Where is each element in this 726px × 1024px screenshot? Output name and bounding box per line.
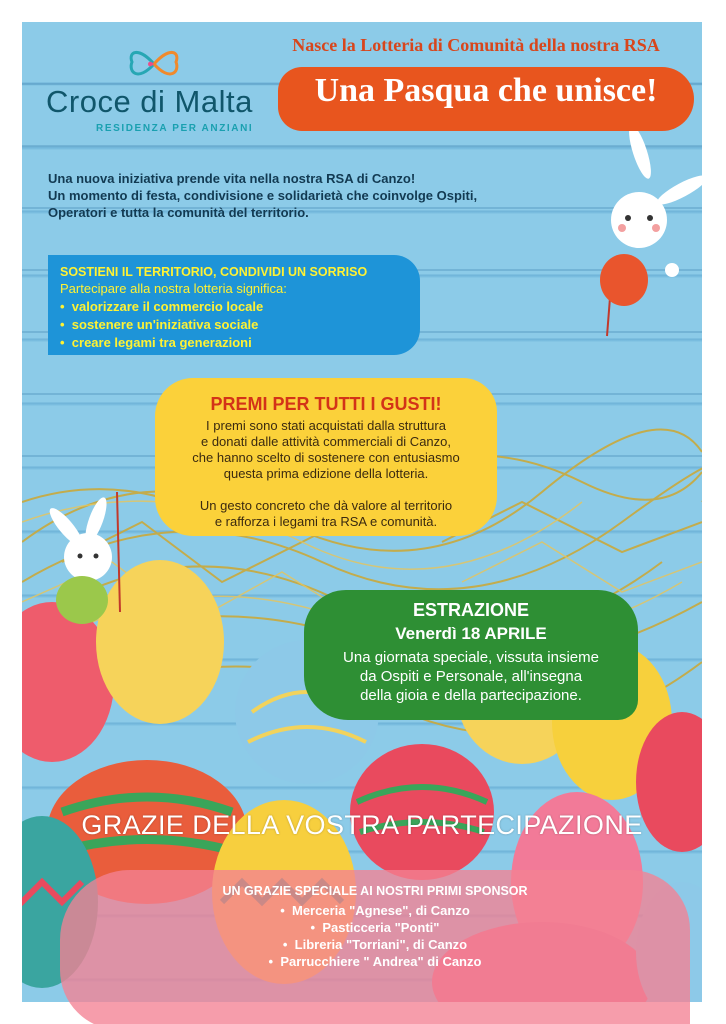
logo-subtitle: RESIDENZA PER ANZIANI: [96, 123, 254, 134]
bunny-right-icon: [600, 123, 702, 336]
logo-name: Croce di Malta: [46, 84, 253, 119]
territory-item-text: valorizzare il commercio locale: [71, 299, 264, 314]
draw-description: [304, 648, 638, 705]
prizes-paragraph-1: [160, 418, 492, 482]
territory-list: [60, 298, 263, 352]
territory-list-item: • valorizzare il commercio locale: [60, 299, 264, 314]
intro-line: Un momento di festa, condivisione e solidarietà che coinvolge Ospiti,: [48, 188, 478, 203]
territory-intro: Partecipare alla nostra lotteria significa:: [60, 281, 287, 296]
prizes-line: questa prima edizione della lotteria.: [223, 466, 429, 481]
sponsor-item-text: Parrucchiere " Andrea" di Canzo: [280, 954, 482, 969]
sponsor-item: • Libreria "Torriani", di Canzo: [282, 937, 468, 952]
intro-line: Una nuova iniziativa prende vita nella nostra RSA di Canzo!: [48, 171, 416, 186]
sponsor-item: • Parrucchiere " Andrea" di Canzo: [268, 954, 482, 969]
sponsor-item-text: Pasticceria "Ponti": [322, 920, 440, 935]
draw-line: da Ospiti e Personale, all'insegna: [359, 668, 583, 685]
sponsor-item: • Pasticceria "Ponti": [310, 920, 440, 935]
logo-butterfly-icon: [128, 42, 180, 86]
thanks-banner: GRAZIE DELLA VOSTRA PARTECIPAZIONE: [81, 810, 643, 840]
prizes-line: che hanno scelto di sostenere con entusiasmo: [192, 450, 460, 465]
sponsor-item: • Merceria "Agnese", di Canzo: [280, 903, 470, 918]
draw-title: ESTRAZIONE: [412, 600, 529, 620]
sponsor-item-text: Merceria "Agnese", di Canzo: [292, 903, 470, 918]
prizes-line: Un gesto concreto che dà valore al territorio: [199, 498, 453, 513]
territory-item-text: creare legami tra generazioni: [71, 335, 252, 350]
draw-line: della gioia e della partecipazione.: [360, 687, 582, 704]
draw-line: Una giornata speciale, vissuta insieme: [343, 649, 599, 666]
territory-title: SOSTIENI IL TERRITORIO, CONDIVIDI UN SORRISO: [60, 265, 368, 279]
territory-item-text: sostenere un'iniziativa sociale: [71, 317, 259, 332]
headline: Nasce la Lotteria di Comunità della nostra RSA: [292, 35, 660, 55]
territory-list-item: • creare legami tra generazioni: [60, 335, 252, 350]
prizes-line: e donati dalle attività commerciali di Canzo,: [200, 434, 451, 449]
draw-date: Venerdì 18 APRILE: [395, 624, 547, 643]
sponsors-list: [60, 902, 690, 970]
page-title: Una Pasqua che unisce!: [314, 72, 658, 109]
sponsors-title: UN GRAZIE SPECIALE AI NOSTRI PRIMI SPONSOR: [222, 884, 528, 898]
intro-line: Operatori e tutta la comunità del territorio.: [48, 205, 309, 220]
territory-list-item: • sostenere un'iniziativa sociale: [60, 317, 259, 332]
sponsor-item-text: Libreria "Torriani", di Canzo: [294, 937, 468, 952]
prizes-paragraph-2: [160, 498, 492, 530]
prizes-title: PREMI PER TUTTI I GUSTI!: [210, 394, 442, 414]
prizes-line: I premi sono stati acquistati dalla struttura: [206, 418, 446, 433]
intro-text: [48, 170, 568, 221]
prizes-line: e rafforza i legami tra RSA e comunità.: [214, 514, 438, 529]
